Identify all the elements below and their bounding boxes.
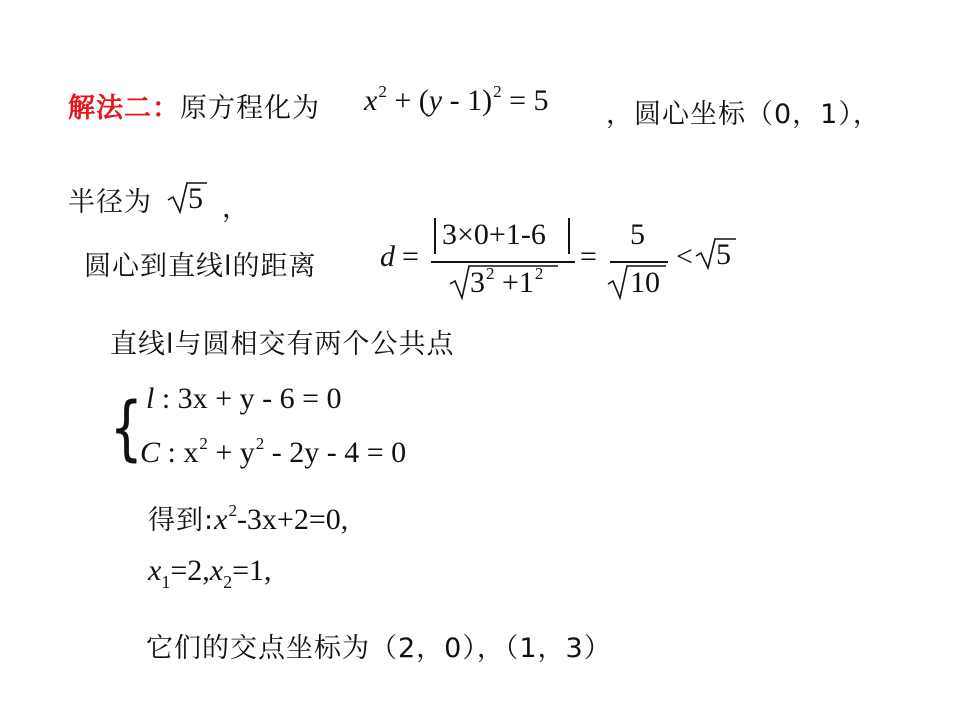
- eq-y-exp: 2: [493, 82, 502, 101]
- solutions-line: [148, 554, 272, 592]
- rhs-sqrt-five: 5: [716, 238, 731, 271]
- result-rest: -3x+2=0,: [236, 503, 349, 536]
- den-b-exp: 2: [534, 264, 544, 283]
- system-equation-line: [146, 382, 342, 416]
- distance-equals: =: [402, 240, 419, 273]
- eq-minus-close: - 1): [449, 84, 493, 117]
- system-brace: {: [109, 387, 143, 469]
- radius-comma: ，: [222, 193, 250, 224]
- distance-d: d: [380, 240, 395, 273]
- eq-plus-open: + (: [394, 84, 429, 117]
- numerator-five: 5: [630, 218, 645, 251]
- sol-x2: x: [209, 554, 224, 587]
- eq-y: y: [428, 84, 443, 117]
- solution-label: 解法二：: [68, 93, 180, 124]
- circle-eq-b: + y: [207, 436, 255, 469]
- line-var-l: l: [146, 382, 155, 415]
- den-a-exp: 2: [486, 264, 495, 283]
- intro-text: 原方程化为: [180, 93, 320, 124]
- circle-eq-a-exp: 2: [199, 434, 208, 453]
- radius-label: 半径为: [68, 187, 152, 218]
- line-equation-rest: : 3x + y - 6 = 0: [154, 382, 342, 415]
- intersection-points-text: 它们的交点坐标为（2，0），（1，3）: [146, 633, 612, 664]
- sol-x2-sub: 2: [223, 572, 233, 592]
- circle-equation: [364, 84, 548, 118]
- result-x: x: [214, 503, 228, 536]
- result-label: 得到:: [148, 505, 215, 536]
- denominator-ten: 10: [630, 266, 660, 299]
- circle-eq-a: : x: [160, 436, 199, 469]
- intersection-statement: 直线l与圆相交有两个公共点: [110, 329, 455, 360]
- sol-tail: =1,: [232, 554, 272, 587]
- distance-label: 圆心到直线l的距离: [84, 251, 317, 282]
- less-than: <: [676, 240, 693, 273]
- distance-denominator: [470, 266, 543, 300]
- center-coordinates-text: ，圆心坐标（0，1），: [606, 99, 881, 130]
- sol-x1: x: [148, 554, 162, 587]
- abs-bar-right: [568, 218, 570, 254]
- sol-mid: =2,: [170, 554, 210, 587]
- den-plus-one: +1: [502, 266, 534, 299]
- result-equation: [148, 498, 348, 537]
- eq-x-exp: 2: [378, 82, 387, 101]
- result-x-exp: 2: [228, 501, 237, 520]
- sol-x1-sub: 1: [161, 572, 171, 592]
- distance-equals-2: =: [580, 240, 597, 273]
- abs-bar-left: [434, 218, 436, 254]
- radius-sqrt-value: 5: [188, 182, 203, 215]
- circle-var-c: C: [140, 436, 161, 469]
- den-a: 3: [470, 266, 485, 299]
- circle-eq-b-exp: 2: [255, 434, 265, 453]
- system-equation-circle: [140, 436, 406, 470]
- eq-x: x: [364, 84, 378, 117]
- circle-eq-c: - 2y - 4 = 0: [264, 436, 407, 469]
- solution-line-1: [68, 86, 320, 125]
- distance-numerator: 3×0+1-6: [442, 218, 546, 251]
- eq-equals-five: = 5: [509, 84, 549, 117]
